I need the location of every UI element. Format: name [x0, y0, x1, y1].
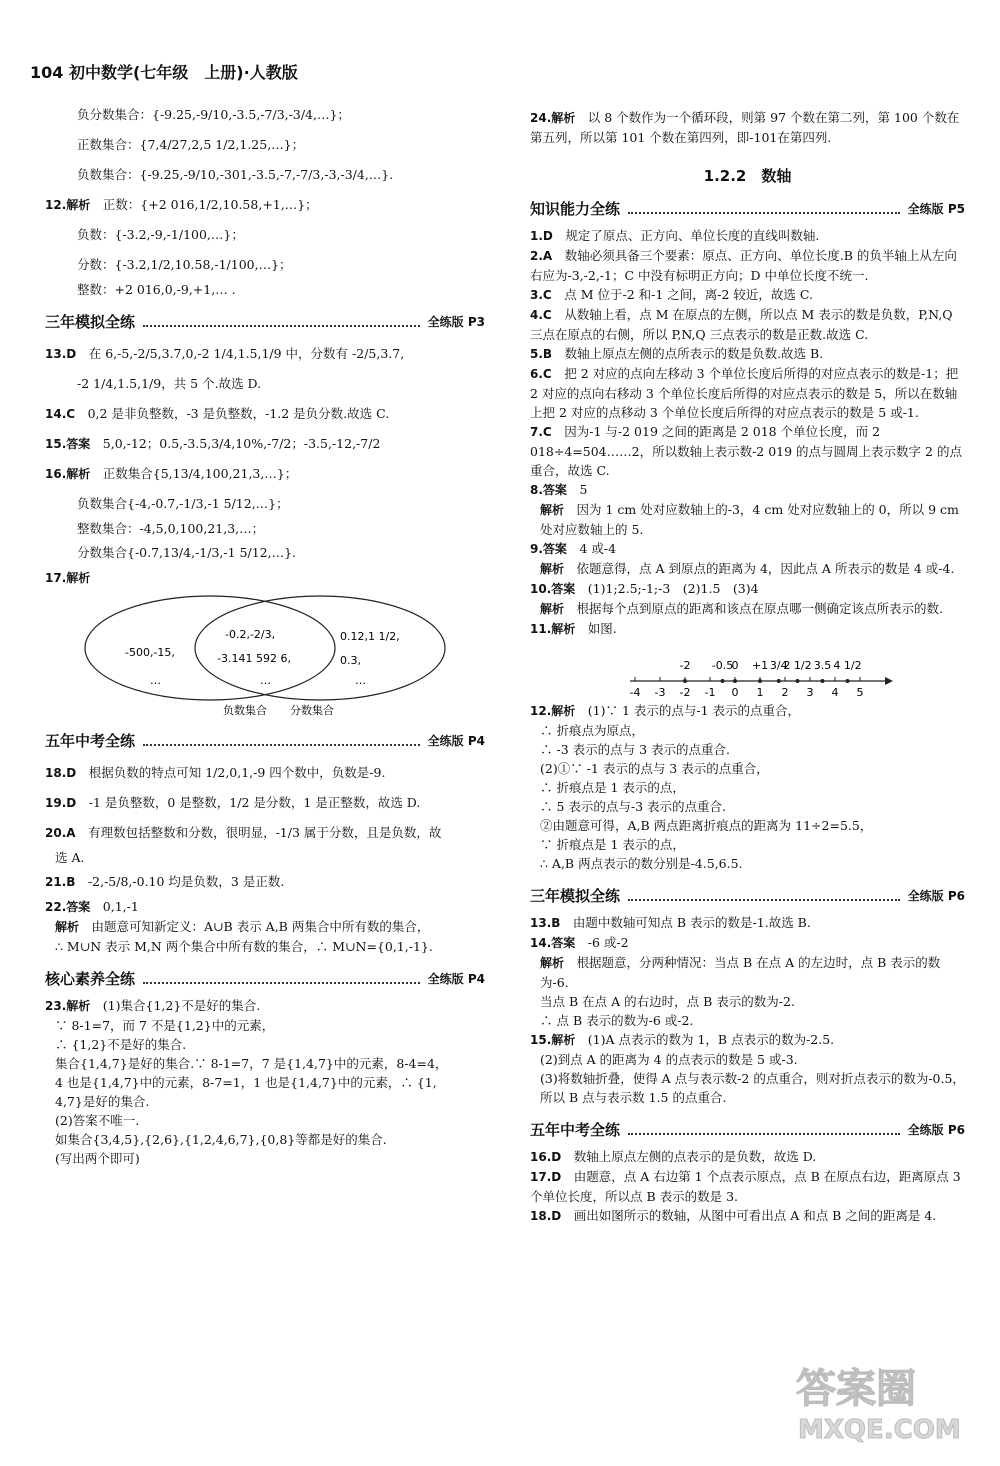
- text-line: (2)到点 A 的距离为 4 的点表示的数是 5 或-3.: [540, 1052, 798, 1067]
- text-line: ∴ {1,2}不是好的集合.: [55, 1037, 187, 1052]
- point-mark: [683, 679, 687, 683]
- text-line: 数轴必须具备三个要素：原点、正方向、单位长度.B 的负半轴上从左向右应为-3,-2,-1；C 中没有标明正方向；D 中单位长度不统一.: [530, 248, 957, 283]
- text-line: 把 2 对应的点向左移动 3 个单位长度后所得的对应点表示的数是-1；把 2 对应的点向右移动 3 个单位长度后所得的对应点表示的数是 5，所以在数轴上把 2 对应的点移动 3 个单位长度后所得的对应点表示的数是 5 或-1.: [530, 366, 959, 420]
- text-line: 正数集合{5,13/4,100,21,3,…}；: [102, 466, 298, 481]
- dotted-leader: [143, 315, 420, 327]
- point-mark: [758, 679, 762, 683]
- text-line: 5,0,-12；0.5,-3.5,3/4,10%,-7/2；-3.5,-12,-7/2: [102, 436, 381, 451]
- point-mark: [846, 679, 850, 683]
- right-column: [530, 108, 965, 1226]
- dotted-leader: [628, 202, 900, 214]
- section-title: 五年中考全练: [45, 731, 136, 750]
- question-label: 15.答案: [45, 437, 91, 451]
- watermark-url: MXQE.COM: [798, 1415, 961, 1445]
- question-label: 1.D: [530, 229, 553, 243]
- text-line: -2,-5/8,-0.10 均是负数，3 是正数.: [87, 874, 285, 889]
- section-title: 三年模拟全练: [530, 886, 621, 905]
- point-label: -2: [679, 659, 691, 672]
- page-header: [30, 60, 298, 83]
- text-line: 从数轴上看，点 M 在原点的左侧，所以点 M 表示的数是负数，P,N,Q 三点在原点的右侧，所以 P,N,Q 三点表示的数是正数.故选 C.: [530, 307, 953, 342]
- section-heading: [530, 883, 965, 907]
- text-line: (2)答案不唯一.: [55, 1113, 140, 1128]
- tick-label: 5: [856, 686, 864, 699]
- venn-ellipsis: …: [355, 674, 366, 687]
- point-mark: [733, 679, 737, 683]
- point-mark: [777, 679, 781, 683]
- venn-caption-right: 分数集合: [290, 704, 334, 717]
- venn-mid-1: -0.2,-2/3,: [225, 628, 276, 641]
- text-line: 负数：{-3.2,-9,-1/100,…}；: [77, 227, 244, 242]
- text-line: 分数集合{-0.7,13/4,-1/3,-1 5/12,…}.: [77, 545, 297, 560]
- section-ref: 全练版 P3: [427, 314, 485, 329]
- question-label: 14.C: [45, 407, 76, 421]
- text-line: 依题意得，点 A 到原点的距离为 4，因此点 A 所表示的数是 4 或-4.: [576, 561, 955, 576]
- text-line: 0,2 是非负整数，-3 是负整数，-1.2 是负分数.故选 C.: [87, 406, 390, 421]
- axis-arrow: [885, 677, 893, 685]
- text-line: 0,1,-1: [102, 899, 139, 914]
- text-line: 4,7}是好的集合.: [55, 1094, 150, 1109]
- text-line: (3)将数轴折叠，使得 A 点与表示数-2 的点重合，则对折点表示的数为-0.5，所以 B 点与表示数 1.5 的点重合.: [540, 1071, 965, 1105]
- text-line: ∴ 折痕点是 1 表示的点，: [540, 780, 685, 795]
- question-label: 2.A: [530, 249, 553, 263]
- point-mark: [796, 679, 800, 683]
- venn-right-2: 0.3,: [340, 654, 361, 667]
- text-line: 规定了原点、正方向、单位长度的直线叫数轴.: [565, 228, 820, 243]
- text-line: ∴ 点 B 表示的数为-6 或-2.: [540, 1013, 694, 1028]
- dotted-leader: [628, 1123, 900, 1135]
- text-line: 由题意可知新定义：A∪B 表示 A,B 两集合中所有数的集合，: [91, 919, 430, 934]
- text-line: 以 8 个数作为一个循环段，则第 97 个数在第二列，第 100 个数在第五列，所以第 101 个数在第四列，即-101在第四列.: [530, 110, 960, 145]
- point-label: 3/4: [769, 659, 788, 672]
- text-line: 根据题意，分两种情况：当点 B 在点 A 的左边时，点 B 表示的数为-6.: [540, 955, 941, 990]
- number-line: [530, 639, 965, 701]
- point-label: 0: [731, 659, 739, 672]
- section-heading: [530, 1117, 965, 1141]
- tick-label: 4: [831, 686, 839, 699]
- text-line: ∴ M∪N 表示 M,N 两个集合中所有数的集合，∴ M∪N={0,1,-1}.: [55, 939, 433, 954]
- question-label: 6.C: [530, 367, 552, 381]
- venn-right-ellipse: [195, 596, 445, 700]
- watermark-cn: 答案圈: [796, 1366, 916, 1412]
- text-line: 负数集合{-4,-0.7,-1/3,-1 5/12,…}；: [77, 496, 289, 511]
- text-line: ∴ 5 表示的点与-3 表示的点重合.: [540, 799, 727, 814]
- text-line: -2 1/4,1.5,1/9，共 5 个.故选 D.: [77, 376, 262, 391]
- analysis-label: 解析: [540, 602, 565, 616]
- section-ref: 全练版 P4: [427, 971, 485, 986]
- section-title: 知识能力全练: [530, 199, 621, 218]
- point-label: 3.5: [813, 659, 832, 672]
- question-label: 8.答案: [530, 483, 567, 497]
- page-number: 104: [30, 63, 64, 82]
- question-label: 17.D: [530, 1170, 562, 1184]
- question-label: 16.解析: [45, 467, 91, 481]
- analysis-label: 解析: [55, 920, 80, 934]
- text-line: 因为 1 cm 处对应数轴上的-3，4 cm 处对应数轴上的 0，所以 9 cm处对应数轴上的 5.: [540, 502, 959, 537]
- question-label: 13.B: [530, 916, 561, 930]
- question-label: 16.D: [530, 1150, 562, 1164]
- question-label: 11.解析: [530, 622, 576, 636]
- point-mark: [721, 679, 725, 683]
- text-line: (1)A 点表示的数为 1，B 点表示的数为-2.5.: [587, 1032, 835, 1047]
- text-line: ∴ 折痕点为原点，: [540, 723, 644, 738]
- question-label: 19.D: [45, 796, 77, 810]
- section-ref: 全练版 P6: [907, 888, 965, 903]
- text-line: 整数集合：-4,5,0,100,21,3,…；: [77, 521, 265, 536]
- book-title: 初中数学(七年级 上册)·人教版: [68, 63, 298, 82]
- venn-right-1: 0.12,1 1/2,: [340, 630, 400, 643]
- question-label: 5.B: [530, 347, 553, 361]
- question-label: 13.D: [45, 347, 77, 361]
- question-label: 7.C: [530, 425, 552, 439]
- tick-label: -4: [629, 686, 641, 699]
- text-line: -6 或-2: [587, 935, 629, 950]
- dotted-leader: [143, 734, 420, 746]
- venn-mid-2: -3.141 592 6,: [217, 652, 291, 665]
- text-line: ∴ -3 表示的点与 3 表示的点重合.: [540, 742, 730, 757]
- tick-label: -3: [654, 686, 666, 699]
- dotted-leader: [143, 972, 420, 984]
- analysis-label: 解析: [540, 956, 565, 970]
- text-line: 如集合{3,4,5},{2,6},{1,2,4,6,7},{0,8}等都是好的集合.: [55, 1132, 387, 1147]
- text-line: (2)①∵ -1 表示的点与 3 表示的点重合，: [540, 761, 769, 776]
- text-line: 整数：+2 016,0,-9,+1,… .: [77, 282, 236, 297]
- left-column: [45, 100, 485, 1168]
- text-line: 因为-1 与-2 019 之间的距离是 2 018 个单位长度，而 2 018÷4=504……2，所以数轴上表示数-2 019 的点与圆周上表示数字 2 的点重合，故选 C.: [530, 424, 962, 478]
- tick-label: -2: [679, 686, 691, 699]
- venn-ellipsis: …: [150, 674, 161, 687]
- text-line: ∵ 折痕点是 1 表示的点，: [540, 837, 685, 852]
- text-line: 5: [579, 482, 588, 497]
- text-line: 画出如图所示的数轴，从图中可看出点 A 和点 B 之间的距离是 4.: [573, 1208, 937, 1223]
- question-label: 12.解析: [530, 704, 576, 718]
- section-heading: [45, 728, 485, 752]
- watermark-logo: [790, 1356, 980, 1446]
- text-line: 分数：{-3.2,1/2,10.58,-1/100,…}；: [77, 257, 292, 272]
- text-line: 当点 B 在点 A 的右边时，点 B 表示的数为-2.: [540, 994, 795, 1009]
- point-label: +1: [751, 659, 769, 672]
- text-line: 由题中数轴可知点 B 表示的数是-1.故选 B.: [572, 915, 811, 930]
- text-line: (1)∵ 1 表示的点与-1 表示的点重合，: [587, 703, 801, 718]
- question-label: 15.解析: [530, 1033, 576, 1047]
- text-line: 4 或-4: [579, 541, 617, 556]
- venn-diagram: [45, 588, 485, 718]
- dotted-leader: [628, 889, 900, 901]
- text-line: (1)集合{1,2}不是好的集合.: [102, 998, 261, 1013]
- section-title: 核心素养全练: [45, 969, 136, 988]
- chapter-title: 1.2.2 数轴: [703, 167, 792, 185]
- text-line: ∵ 8-1=7，而 7 不是{1,2}中的元素，: [55, 1018, 275, 1033]
- venn-caption-left: 负数集合: [223, 704, 267, 717]
- text-line: (写出两个即可): [55, 1151, 140, 1166]
- text-line: 根据每个点到原点的距离和该点在原点哪一侧确定该点所表示的数.: [576, 601, 944, 616]
- question-label: 23.解析: [45, 999, 91, 1013]
- point-label: 2 1/2: [783, 659, 812, 672]
- analysis-label: 解析: [540, 503, 565, 517]
- section-ref: 全练版 P6: [907, 1122, 965, 1137]
- question-label: 17.解析: [45, 571, 91, 585]
- question-label: 20.A: [45, 826, 76, 840]
- point-label: -0.5: [711, 659, 734, 672]
- tick-label: -1: [704, 686, 716, 699]
- text-line: 在 6,-5,-2/5,3.7,0,-2 1/4,1.5,1/9 中，分数有 -2/5,3.7,: [88, 346, 405, 361]
- text-line: 数轴上原点左侧的点所表示的数是负数.故选 B.: [564, 346, 824, 361]
- text-line: 有理数包括整数和分数，很明显，-1/3 属于分数，且是负数，故: [88, 825, 442, 840]
- section-ref: 全练版 P5: [907, 201, 965, 216]
- text-line: 选 A.: [55, 850, 85, 865]
- section-heading: [530, 196, 965, 220]
- text-line: 集合{1,4,7}是好的集合.∵ 8-1=7，7 是{1,4,7}中的元素，8-4=4，: [55, 1056, 448, 1071]
- section-ref: 全练版 P4: [427, 733, 485, 748]
- venn-left-items: -500,-15,: [125, 646, 175, 659]
- question-label: 4.C: [530, 308, 552, 322]
- text-line: (1)1;2.5;-1;-3 (2)1.5 (3)4: [587, 581, 759, 596]
- text-line: 4 也是{1,4,7}中的元素，8-7=1，1 也是{1,4,7}中的元素，∴ {1,: [55, 1075, 437, 1090]
- venn-left-ellipse: [85, 596, 335, 700]
- text-line: 根据负数的特点可知 1/2,0,1,-9 四个数中，负数是-9.: [88, 765, 386, 780]
- question-label: 3.C: [530, 288, 552, 302]
- tick-label: 0: [731, 686, 739, 699]
- section-heading: [45, 309, 485, 333]
- text-line: 负数集合：{-9.25,-9/10,-301,-3.5,-7,-7/3,-3,-3/4,…}.: [77, 167, 394, 182]
- tick-label: 2: [781, 686, 789, 699]
- tick-label: 3: [806, 686, 814, 699]
- section-title: 五年中考全练: [530, 1120, 621, 1139]
- text-line: 数轴上原点左侧的点表示的是负数，故选 D.: [573, 1149, 817, 1164]
- text-line: 负分数集合：{-9.25,-9/10,-3.5,-7/3,-3/4,…}；: [77, 107, 350, 122]
- question-label: 21.B: [45, 875, 76, 889]
- point-mark: [821, 679, 825, 683]
- tick-label: 1: [756, 686, 764, 699]
- section-heading: [45, 966, 485, 990]
- question-label: 18.D: [530, 1209, 562, 1223]
- question-label: 22.答案: [45, 900, 91, 914]
- analysis-label: 解析: [540, 562, 565, 576]
- question-label: 10.答案: [530, 582, 576, 596]
- point-label: 4 1/2: [833, 659, 862, 672]
- question-label: 12.解析: [45, 198, 91, 212]
- text-line: 正数：{+2 016,1/2,10.58,+1,…}；: [102, 197, 318, 212]
- text-line: ∴ A,B 两点表示的数分别是-4.5,6.5.: [540, 856, 743, 871]
- question-label: 9.答案: [530, 542, 567, 556]
- question-label: 24.解析: [530, 111, 576, 125]
- text-line: 由题意，点 A 右边第 1 个点表示原点，点 B 在原点右边，距离原点 3 个单位长度，所以点 B 表示的数是 3.: [530, 1169, 961, 1204]
- question-label: 18.D: [45, 766, 77, 780]
- section-title: 三年模拟全练: [45, 312, 136, 331]
- venn-ellipsis: …: [260, 674, 271, 687]
- text-line: 正数集合：{7,4/27,2,5 1/2,1.25,…}；: [77, 137, 305, 152]
- text-line: 如图.: [587, 621, 617, 636]
- text-line: -1 是负整数，0 是整数，1/2 是分数，1 是正整数，故选 D.: [88, 795, 421, 810]
- text-line: ②由题意可得，A,B 两点距离折痕点的距离为 11÷2=5.5，: [540, 818, 873, 833]
- question-label: 14.答案: [530, 936, 576, 950]
- text-line: 点 M 位于-2 和-1 之间，离-2 较近，故选 C.: [564, 287, 813, 302]
